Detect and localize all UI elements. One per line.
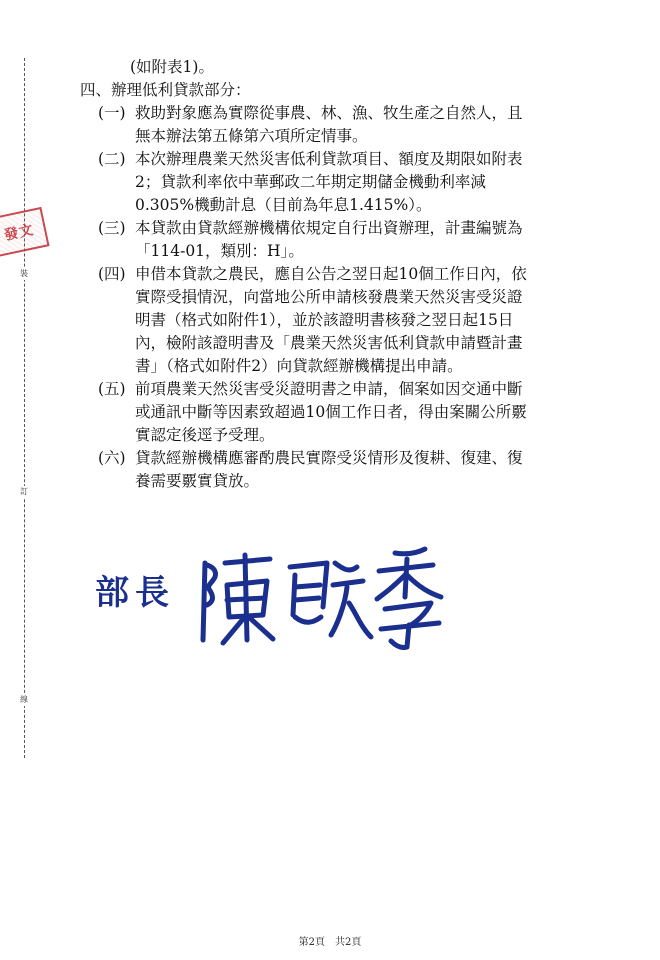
signature-block	[95, 545, 455, 655]
continuation-line: (如附表1)。	[130, 58, 214, 76]
binding-margin-line	[24, 58, 25, 758]
list-item	[80, 148, 625, 217]
margin-mark-xian: 線	[20, 695, 28, 704]
item-number: (二)	[98, 150, 126, 168]
stamp-text: 發文	[2, 222, 36, 244]
document-body	[80, 56, 625, 493]
item-body	[135, 102, 625, 148]
item-text-line: 內，檢附該證明書及「農業天然災害低利貸款申請暨計畫	[135, 334, 523, 352]
item-body	[135, 263, 625, 378]
list-item	[80, 378, 625, 447]
item-text-line: 貸款經辦機構應審酌農民實際受災情形及復耕、復建、復	[135, 449, 523, 467]
item-text-line: 本貸款由貸款經辦機構依規定自行出資辦理，計畫編號為	[135, 219, 523, 237]
item-text-line: 實際受損情況，向當地公所申請核發農業天然災害受災證	[135, 288, 523, 306]
item-number: (六)	[98, 449, 126, 467]
list-item	[80, 102, 625, 148]
item-body	[135, 378, 625, 447]
red-seal-stamp	[0, 207, 50, 257]
item-text-line: 本次辦理農業天然災害低利貸款項目、額度及期限如附表	[135, 150, 523, 168]
list-item	[80, 263, 625, 378]
item-text-line: 「114-01，類別：H」。	[135, 242, 304, 260]
margin-mark-zhuang: 裝	[20, 269, 28, 278]
item-body	[135, 217, 625, 263]
item-text-line: 0.305%機動計息（目前為年息1.415%）。	[135, 196, 432, 214]
item-number: (一)	[98, 104, 126, 122]
list-item	[80, 447, 625, 493]
item-body	[135, 447, 625, 493]
item-text-line: 前項農業天然災害受災證明書之申請，個案如因交通中斷	[135, 380, 523, 398]
item-text-line: 2；貸款利率依中華郵政二年期定期儲金機動利率減	[135, 173, 486, 191]
section-heading: 四、辦理低利貸款部分：	[80, 81, 251, 99]
margin-mark-ding: 訂	[20, 487, 28, 496]
item-list	[80, 102, 625, 493]
item-number: (五)	[98, 380, 126, 398]
item-text-line: 申借本貸款之農民，應自公告之翌日起10個工作日內，依	[135, 265, 527, 283]
item-text-line: 救助對象應為實際從事農、林、漁、牧生產之自然人，且	[135, 104, 523, 122]
handwritten-signature	[95, 545, 455, 655]
list-item	[80, 217, 625, 263]
item-text-line: 養需要覈實貸放。	[135, 472, 260, 490]
item-text-line: 無本辦法第五條第六項所定情事。	[135, 127, 368, 145]
item-text-line: 明書（格式如附件1），並於該證明書核發之翌日起15日	[135, 311, 514, 329]
item-text-line: 或通訊中斷等因素致超過10個工作日者，得由案關公所覈	[135, 403, 527, 421]
item-number: (三)	[98, 219, 126, 237]
page-footer	[0, 933, 660, 948]
item-text-line: 實認定後逕予受理。	[135, 426, 275, 444]
item-body	[135, 148, 625, 217]
item-number: (四)	[98, 265, 126, 283]
item-text-line: 書」（格式如附件2）向貸款經辦機構提出申請。	[135, 357, 463, 375]
signature-title: 部長	[95, 573, 175, 613]
page-number: 第2頁 共2頁	[298, 937, 362, 948]
